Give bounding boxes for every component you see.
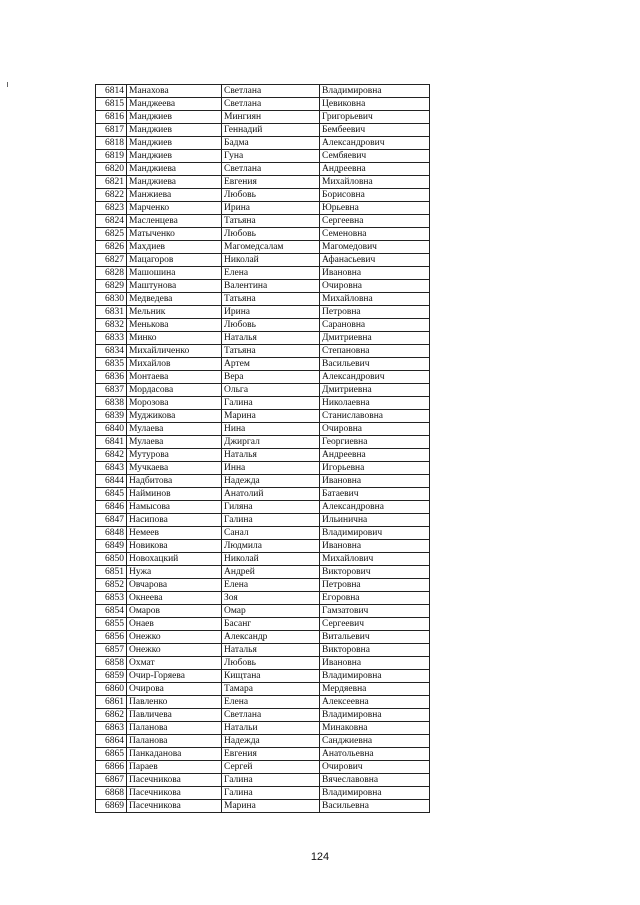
given-name-cell: Инна — [222, 462, 320, 475]
table-row — [96, 358, 430, 371]
given-name-cell: Евгения — [222, 748, 320, 761]
given-name-cell: Галина — [222, 514, 320, 527]
surname-cell: Онежко — [127, 644, 222, 657]
row-number: 6823 — [96, 202, 127, 215]
row-number: 6822 — [96, 189, 127, 202]
patronymic-cell: Викторович — [320, 566, 430, 579]
row-number: 6856 — [96, 631, 127, 644]
row-number: 6853 — [96, 592, 127, 605]
table-row — [96, 657, 430, 670]
patronymic-cell: Витальевич — [320, 631, 430, 644]
page-number: 124 — [310, 851, 330, 863]
given-name-cell: Ирина — [222, 202, 320, 215]
surname-cell: Монтаева — [127, 371, 222, 384]
surname-cell: Новохацкий — [127, 553, 222, 566]
table-row — [96, 566, 430, 579]
given-name-cell: Татьяна — [222, 293, 320, 306]
patronymic-cell: Ильинична — [320, 514, 430, 527]
given-name-cell: Санал — [222, 527, 320, 540]
surname-cell: Манджиев — [127, 124, 222, 137]
table-row — [96, 618, 430, 631]
patronymic-cell: Очировна — [320, 280, 430, 293]
surname-cell: Мордасова — [127, 384, 222, 397]
patronymic-cell: Вячеславовна — [320, 774, 430, 787]
table-row — [96, 644, 430, 657]
surname-cell: Пасечникова — [127, 774, 222, 787]
row-number: 6819 — [96, 150, 127, 163]
row-number: 6831 — [96, 306, 127, 319]
table-row — [96, 176, 430, 189]
given-name-cell: Людмила — [222, 540, 320, 553]
given-name-cell: Елена — [222, 696, 320, 709]
row-number: 6851 — [96, 566, 127, 579]
given-name-cell: Бадма — [222, 137, 320, 150]
surname-cell: Манджеева — [127, 98, 222, 111]
patronymic-cell: Алексеевна — [320, 696, 430, 709]
patronymic-cell: Михайловна — [320, 293, 430, 306]
table-row — [96, 306, 430, 319]
row-number: 6832 — [96, 319, 127, 332]
patronymic-cell: Михайловна — [320, 176, 430, 189]
table-row — [96, 124, 430, 137]
row-number: 6818 — [96, 137, 127, 150]
surname-cell: Надбитова — [127, 475, 222, 488]
given-name-cell: Натальи — [222, 722, 320, 735]
patronymic-cell: Ивановна — [320, 657, 430, 670]
surname-cell: Махдиев — [127, 241, 222, 254]
given-name-cell: Галина — [222, 787, 320, 800]
given-name-cell: Вера — [222, 371, 320, 384]
table-row — [96, 787, 430, 800]
patronymic-cell: Сембяевич — [320, 150, 430, 163]
table-row — [96, 345, 430, 358]
table-row — [96, 540, 430, 553]
surname-cell: Масленцева — [127, 215, 222, 228]
patronymic-cell: Викторовна — [320, 644, 430, 657]
given-name-cell: Надежда — [222, 735, 320, 748]
given-name-cell: Басанг — [222, 618, 320, 631]
patronymic-cell: Ивановна — [320, 475, 430, 488]
patronymic-cell: Магомедович — [320, 241, 430, 254]
surname-cell: Намысова — [127, 501, 222, 514]
row-number: 6837 — [96, 384, 127, 397]
given-name-cell: Светлана — [222, 85, 320, 98]
table-row — [96, 748, 430, 761]
patronymic-cell: Петровна — [320, 579, 430, 592]
table-row — [96, 423, 430, 436]
row-number: 6865 — [96, 748, 127, 761]
surname-cell: Мучкаева — [127, 462, 222, 475]
table-row — [96, 592, 430, 605]
patronymic-cell: Цевиковна — [320, 98, 430, 111]
surname-cell: Михайличенко — [127, 345, 222, 358]
table-row — [96, 800, 430, 813]
table-row — [96, 605, 430, 618]
patronymic-cell: Владимирович — [320, 527, 430, 540]
row-number: 6824 — [96, 215, 127, 228]
surname-cell: Пасечникова — [127, 800, 222, 813]
row-number: 6848 — [96, 527, 127, 540]
table-row — [96, 683, 430, 696]
people-table — [95, 84, 430, 813]
table-row — [96, 410, 430, 423]
table-row — [96, 774, 430, 787]
patronymic-cell: Сергеевна — [320, 215, 430, 228]
given-name-cell: Любовь — [222, 319, 320, 332]
surname-cell: Очир-Горяева — [127, 670, 222, 683]
surname-cell: Медведева — [127, 293, 222, 306]
given-name-cell: Геннадий — [222, 124, 320, 137]
row-number: 6866 — [96, 761, 127, 774]
table-row — [96, 631, 430, 644]
table-row — [96, 696, 430, 709]
table-row — [96, 436, 430, 449]
row-number: 6844 — [96, 475, 127, 488]
given-name-cell: Тамара — [222, 683, 320, 696]
row-number: 6839 — [96, 410, 127, 423]
row-number: 6859 — [96, 670, 127, 683]
patronymic-cell: Александрович — [320, 137, 430, 150]
table-row — [96, 475, 430, 488]
row-number: 6833 — [96, 332, 127, 345]
row-number: 6840 — [96, 423, 127, 436]
row-number: 6842 — [96, 449, 127, 462]
given-name-cell: Татьяна — [222, 215, 320, 228]
surname-cell: Манахова — [127, 85, 222, 98]
given-name-cell: Ольга — [222, 384, 320, 397]
patronymic-cell: Борисовна — [320, 189, 430, 202]
row-number: 6862 — [96, 709, 127, 722]
surname-cell: Овчарова — [127, 579, 222, 592]
given-name-cell: Магомедсалам — [222, 241, 320, 254]
row-number: 6861 — [96, 696, 127, 709]
surname-cell: Михайлов — [127, 358, 222, 371]
row-number: 6841 — [96, 436, 127, 449]
patronymic-cell: Гамзатович — [320, 605, 430, 618]
row-number: 6845 — [96, 488, 127, 501]
patronymic-cell: Григорьевич — [320, 111, 430, 124]
row-number: 6816 — [96, 111, 127, 124]
surname-cell: Маштунова — [127, 280, 222, 293]
given-name-cell: Любовь — [222, 657, 320, 670]
table-row — [96, 319, 430, 332]
given-name-cell: Светлана — [222, 98, 320, 111]
row-number: 6817 — [96, 124, 127, 137]
given-name-cell: Мингиян — [222, 111, 320, 124]
surname-cell: Манджиев — [127, 150, 222, 163]
row-number: 6821 — [96, 176, 127, 189]
table-row — [96, 215, 430, 228]
patronymic-cell: Ивановна — [320, 540, 430, 553]
patronymic-cell: Дмитриевна — [320, 332, 430, 345]
given-name-cell: Артем — [222, 358, 320, 371]
patronymic-cell: Владимировна — [320, 85, 430, 98]
patronymic-cell: Владимировна — [320, 670, 430, 683]
given-name-cell: Галина — [222, 397, 320, 410]
row-number: 6836 — [96, 371, 127, 384]
surname-cell: Манджиев — [127, 111, 222, 124]
patronymic-cell: Юрьевна — [320, 202, 430, 215]
surname-cell: Манджиева — [127, 163, 222, 176]
given-name-cell: Елена — [222, 267, 320, 280]
patronymic-cell: Михайлович — [320, 553, 430, 566]
table-row — [96, 488, 430, 501]
given-name-cell: Александр — [222, 631, 320, 644]
given-name-cell: Ирина — [222, 306, 320, 319]
table-row — [96, 332, 430, 345]
given-name-cell: Татьяна — [222, 345, 320, 358]
row-number: 6825 — [96, 228, 127, 241]
row-number: 6857 — [96, 644, 127, 657]
surname-cell: Омаров — [127, 605, 222, 618]
given-name-cell: Галина — [222, 774, 320, 787]
row-number: 6850 — [96, 553, 127, 566]
table-row — [96, 462, 430, 475]
given-name-cell: Марина — [222, 410, 320, 423]
given-name-cell: Светлана — [222, 163, 320, 176]
row-number: 6826 — [96, 241, 127, 254]
row-number: 6820 — [96, 163, 127, 176]
row-number: 6849 — [96, 540, 127, 553]
table-row — [96, 553, 430, 566]
row-number: 6869 — [96, 800, 127, 813]
given-name-cell: Наталья — [222, 449, 320, 462]
table-row — [96, 501, 430, 514]
patronymic-cell: Батаевич — [320, 488, 430, 501]
table-row — [96, 254, 430, 267]
surname-cell: Нужа — [127, 566, 222, 579]
surname-cell: Муджикова — [127, 410, 222, 423]
patronymic-cell: Анатольевна — [320, 748, 430, 761]
patronymic-cell: Санджиевна — [320, 735, 430, 748]
patronymic-cell: Бембеевич — [320, 124, 430, 137]
people-table-body — [96, 85, 430, 813]
patronymic-cell: Александрович — [320, 371, 430, 384]
table-row — [96, 241, 430, 254]
table-row — [96, 371, 430, 384]
patronymic-cell: Семеновна — [320, 228, 430, 241]
row-number: 6854 — [96, 605, 127, 618]
row-number: 6838 — [96, 397, 127, 410]
patronymic-cell: Егоровна — [320, 592, 430, 605]
given-name-cell: Елена — [222, 579, 320, 592]
row-number: 6835 — [96, 358, 127, 371]
row-number: 6867 — [96, 774, 127, 787]
patronymic-cell: Андреевна — [320, 449, 430, 462]
surname-cell: Павличева — [127, 709, 222, 722]
table-row — [96, 670, 430, 683]
row-number: 6814 — [96, 85, 127, 98]
surname-cell: Марченко — [127, 202, 222, 215]
patronymic-cell: Степановна — [320, 345, 430, 358]
surname-cell: Паланова — [127, 735, 222, 748]
given-name-cell: Евгения — [222, 176, 320, 189]
given-name-cell: Любовь — [222, 228, 320, 241]
given-name-cell: Николай — [222, 254, 320, 267]
surname-cell: Мельник — [127, 306, 222, 319]
patronymic-cell: Николаевна — [320, 397, 430, 410]
surname-cell: Мулаева — [127, 436, 222, 449]
table-row — [96, 85, 430, 98]
surname-cell: Мацагоров — [127, 254, 222, 267]
given-name-cell: Светлана — [222, 709, 320, 722]
row-number: 6860 — [96, 683, 127, 696]
row-number: 6858 — [96, 657, 127, 670]
surname-cell: Павленко — [127, 696, 222, 709]
table-row — [96, 189, 430, 202]
surname-cell: Онаев — [127, 618, 222, 631]
given-name-cell: Любовь — [222, 189, 320, 202]
table-row — [96, 709, 430, 722]
given-name-cell: Андрей — [222, 566, 320, 579]
table-row — [96, 163, 430, 176]
table-row — [96, 449, 430, 462]
patronymic-cell: Петровна — [320, 306, 430, 319]
row-number: 6843 — [96, 462, 127, 475]
table-row — [96, 150, 430, 163]
given-name-cell: Сергей — [222, 761, 320, 774]
table-row — [96, 722, 430, 735]
table-row — [96, 111, 430, 124]
surname-cell: Панкаданова — [127, 748, 222, 761]
given-name-cell: Марина — [222, 800, 320, 813]
patronymic-cell: Владимировна — [320, 709, 430, 722]
surname-cell: Параев — [127, 761, 222, 774]
patronymic-cell: Сарановна — [320, 319, 430, 332]
surname-cell: Машошина — [127, 267, 222, 280]
given-name-cell: Наталья — [222, 644, 320, 657]
surname-cell: Манджиев — [127, 137, 222, 150]
patronymic-cell: Владимировна — [320, 787, 430, 800]
row-number: 6863 — [96, 722, 127, 735]
given-name-cell: Зоя — [222, 592, 320, 605]
table-row — [96, 280, 430, 293]
table-row — [96, 735, 430, 748]
row-number: 6868 — [96, 787, 127, 800]
table-row — [96, 137, 430, 150]
table-row — [96, 98, 430, 111]
surname-cell: Мулаева — [127, 423, 222, 436]
row-number: 6834 — [96, 345, 127, 358]
patronymic-cell: Минаковна — [320, 722, 430, 735]
given-name-cell: Гуна — [222, 150, 320, 163]
table-row — [96, 514, 430, 527]
patronymic-cell: Игорьевна — [320, 462, 430, 475]
surname-cell: Очирова — [127, 683, 222, 696]
surname-cell: Окнеева — [127, 592, 222, 605]
table-row — [96, 761, 430, 774]
patronymic-cell: Сергеевич — [320, 618, 430, 631]
given-name-cell: Джиргал — [222, 436, 320, 449]
table-row — [96, 202, 430, 215]
surname-cell: Паланова — [127, 722, 222, 735]
row-number: 6829 — [96, 280, 127, 293]
given-name-cell: Кищтана — [222, 670, 320, 683]
table-row — [96, 228, 430, 241]
row-number: 6852 — [96, 579, 127, 592]
table-row — [96, 397, 430, 410]
given-name-cell: Гиляна — [222, 501, 320, 514]
surname-cell: Манджиева — [127, 176, 222, 189]
table-row — [96, 579, 430, 592]
surname-cell: Найминов — [127, 488, 222, 501]
row-number: 6815 — [96, 98, 127, 111]
surname-cell: Манжиева — [127, 189, 222, 202]
row-number: 6846 — [96, 501, 127, 514]
patronymic-cell: Станиславовна — [320, 410, 430, 423]
patronymic-cell: Очирович — [320, 761, 430, 774]
given-name-cell: Наталья — [222, 332, 320, 345]
patronymic-cell: Ивановна — [320, 267, 430, 280]
surname-cell: Новикова — [127, 540, 222, 553]
surname-cell: Минко — [127, 332, 222, 345]
surname-cell: Насипова — [127, 514, 222, 527]
table-row — [96, 527, 430, 540]
surname-cell: Пасечникова — [127, 787, 222, 800]
given-name-cell: Валентина — [222, 280, 320, 293]
given-name-cell: Омар — [222, 605, 320, 618]
patronymic-cell: Афанасьевич — [320, 254, 430, 267]
patronymic-cell: Очировна — [320, 423, 430, 436]
surname-cell: Онежко — [127, 631, 222, 644]
table-row — [96, 267, 430, 280]
given-name-cell: Анатолий — [222, 488, 320, 501]
row-number: 6864 — [96, 735, 127, 748]
row-number: 6855 — [96, 618, 127, 631]
surname-cell: Немеев — [127, 527, 222, 540]
patronymic-cell: Георгиевна — [320, 436, 430, 449]
patronymic-cell: Александровна — [320, 501, 430, 514]
row-number: 6827 — [96, 254, 127, 267]
surname-cell: Охмат — [127, 657, 222, 670]
patronymic-cell: Андреевна — [320, 163, 430, 176]
margin-mark — [7, 82, 8, 87]
surname-cell: Мутурова — [127, 449, 222, 462]
row-number: 6847 — [96, 514, 127, 527]
given-name-cell: Николай — [222, 553, 320, 566]
patronymic-cell: Дмитриевна — [320, 384, 430, 397]
row-number: 6828 — [96, 267, 127, 280]
row-number: 6830 — [96, 293, 127, 306]
patronymic-cell: Мердяевна — [320, 683, 430, 696]
surname-cell: Менькова — [127, 319, 222, 332]
given-name-cell: Нина — [222, 423, 320, 436]
given-name-cell: Надежда — [222, 475, 320, 488]
table-row — [96, 384, 430, 397]
surname-cell: Морозова — [127, 397, 222, 410]
surname-cell: Матыченко — [127, 228, 222, 241]
patronymic-cell: Васильевич — [320, 358, 430, 371]
patronymic-cell: Васильевна — [320, 800, 430, 813]
table-row — [96, 293, 430, 306]
